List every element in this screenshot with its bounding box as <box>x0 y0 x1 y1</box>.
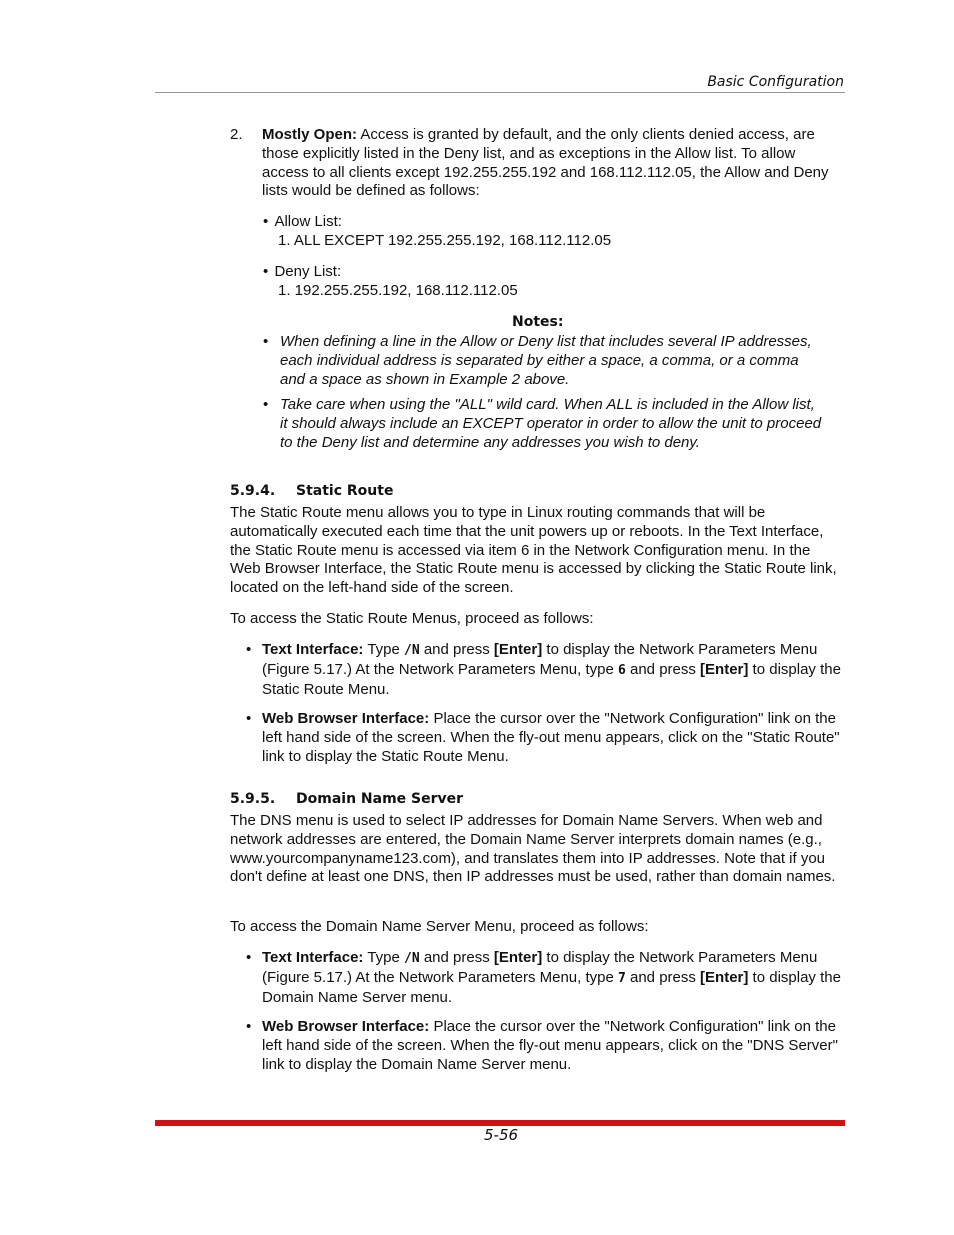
deny-list-entry: 1. 192.255.255.192, 168.112.112.05 <box>278 282 518 299</box>
allow-list <box>263 213 342 232</box>
section-number: 5.9.5. <box>230 791 276 807</box>
bullet-icon: • <box>246 641 252 658</box>
web-interface-label: Web Browser Interface: <box>262 710 430 727</box>
section-paragraph: The DNS menu is used to select IP addresses for Domain Name Servers. When web and network addresses are entered, the Domain Name Server interprets domain names (e.g., www.yourcompanyname123.com), and translates them into IP addresses. Note that if you don't define at least one DNS, then IP addresses must be used, rather than domain names. <box>230 812 836 886</box>
section-title: Domain Name Server <box>296 791 464 807</box>
section-paragraph: The Static Route menu allows you to type in Linux routing commands that will be automatically executed each time that the unit powers up or reboots. In the Text Interface, the Static Route menu is accessed via item 6 in the Network Configuration menu. In the Web Browser Interface, the Static Route menu is accessed by clicking the Static Route link, located on the left-hand side of the screen. <box>230 504 837 597</box>
procedure-intro: To access the Static Route Menus, proceed as follows: <box>230 610 594 627</box>
enter-key: [Enter] <box>493 949 543 966</box>
instruction-text: and press <box>625 660 701 678</box>
section-title: Static Route <box>296 483 394 499</box>
bullet-icon: • <box>246 1018 252 1035</box>
instruction-text: to display the Static Route Menu. <box>262 660 841 698</box>
command-code: /N <box>404 951 420 966</box>
instruction-text: Place the cursor over the "Network Configuration" link on the left hand side of the screen. When the fly-out menu appears, click on the "Static Route" link to display the Static Route Menu. <box>262 710 840 765</box>
deny-list-label: Deny List: <box>274 263 342 280</box>
notes-heading: Notes: <box>512 314 564 330</box>
section-number: 5.9.4. <box>230 483 276 499</box>
page-number: 5-56 <box>484 1126 519 1144</box>
item-number: 2. <box>230 126 243 143</box>
enter-key: [Enter] <box>700 660 749 678</box>
instruction-text: to display the Network Parameters Menu (Figure 5.17.) At the Network Parameters Menu, type <box>262 949 818 986</box>
bullet-icon: • <box>263 213 269 230</box>
instruction-text: to display the Network Parameters Menu (Figure 5.17.) At the Network Parameters Menu, type <box>262 641 818 678</box>
enter-key: [Enter] <box>700 968 749 986</box>
instruction-text: Type <box>363 641 405 658</box>
text-interface-instruction <box>262 641 844 699</box>
allow-list-entry: 1. ALL EXCEPT 192.255.255.192, 168.112.112.05 <box>278 232 612 249</box>
instruction-text: and press <box>419 641 494 658</box>
bullet-icon: • <box>246 949 252 966</box>
bullet-icon: • <box>263 333 269 350</box>
web-interface-instruction <box>262 1018 846 1074</box>
text-interface-instruction <box>262 949 844 1007</box>
deny-list <box>263 263 341 282</box>
instruction-text: to display the Domain Name Server menu. <box>262 968 841 1006</box>
note-item: When defining a line in the Allow or Deny list that includes several IP addresses, each individual address is separated by either a space, a comma, or a comma and a space as shown in Example 2 above. <box>280 333 812 388</box>
bullet-icon: • <box>263 396 269 413</box>
mostly-open-label: Mostly Open: <box>262 126 358 143</box>
web-interface-instruction <box>262 710 846 766</box>
bullet-icon: • <box>246 710 252 727</box>
text-interface-label: Text Interface: <box>262 949 364 966</box>
menu-item-key: 6 <box>618 662 626 678</box>
text-interface-label: Text Interface: <box>262 641 364 658</box>
mostly-open-paragraph <box>262 126 832 201</box>
instruction-text: and press <box>625 968 701 986</box>
note-item: Take care when using the "ALL" wild card. When ALL is included in the Allow list, it should always include an EXCEPT operator in order to allow the unit to proceed to the Deny list and determine any addresses you wish to deny. <box>280 396 822 451</box>
instruction-text: Type <box>363 949 405 966</box>
command-code: /N <box>404 643 420 658</box>
menu-item-key: 7 <box>618 970 626 986</box>
web-interface-label: Web Browser Interface: <box>262 1018 430 1035</box>
enter-key: [Enter] <box>493 641 543 658</box>
header-divider <box>155 92 845 93</box>
bullet-icon: • <box>263 263 269 280</box>
instruction-text: and press <box>419 949 494 966</box>
mostly-open-text: Access is granted by default, and the only clients denied access, are those explicitly listed in the Deny list, and as exceptions in the Allow list. To allow access to all clients except 192.255.255.192 and 168.112.112.05, the Allow and Deny lists would be defined as follows: <box>262 126 829 200</box>
running-header: Basic Configuration <box>707 74 844 90</box>
allow-list-label: Allow List: <box>274 213 342 230</box>
instruction-text: Place the cursor over the "Network Configuration" link on the left hand side of the screen. When the fly-out menu appears, click on the "DNS Server" link to display the Domain Name Server menu. <box>262 1018 838 1073</box>
procedure-intro: To access the Domain Name Server Menu, proceed as follows: <box>230 918 649 935</box>
